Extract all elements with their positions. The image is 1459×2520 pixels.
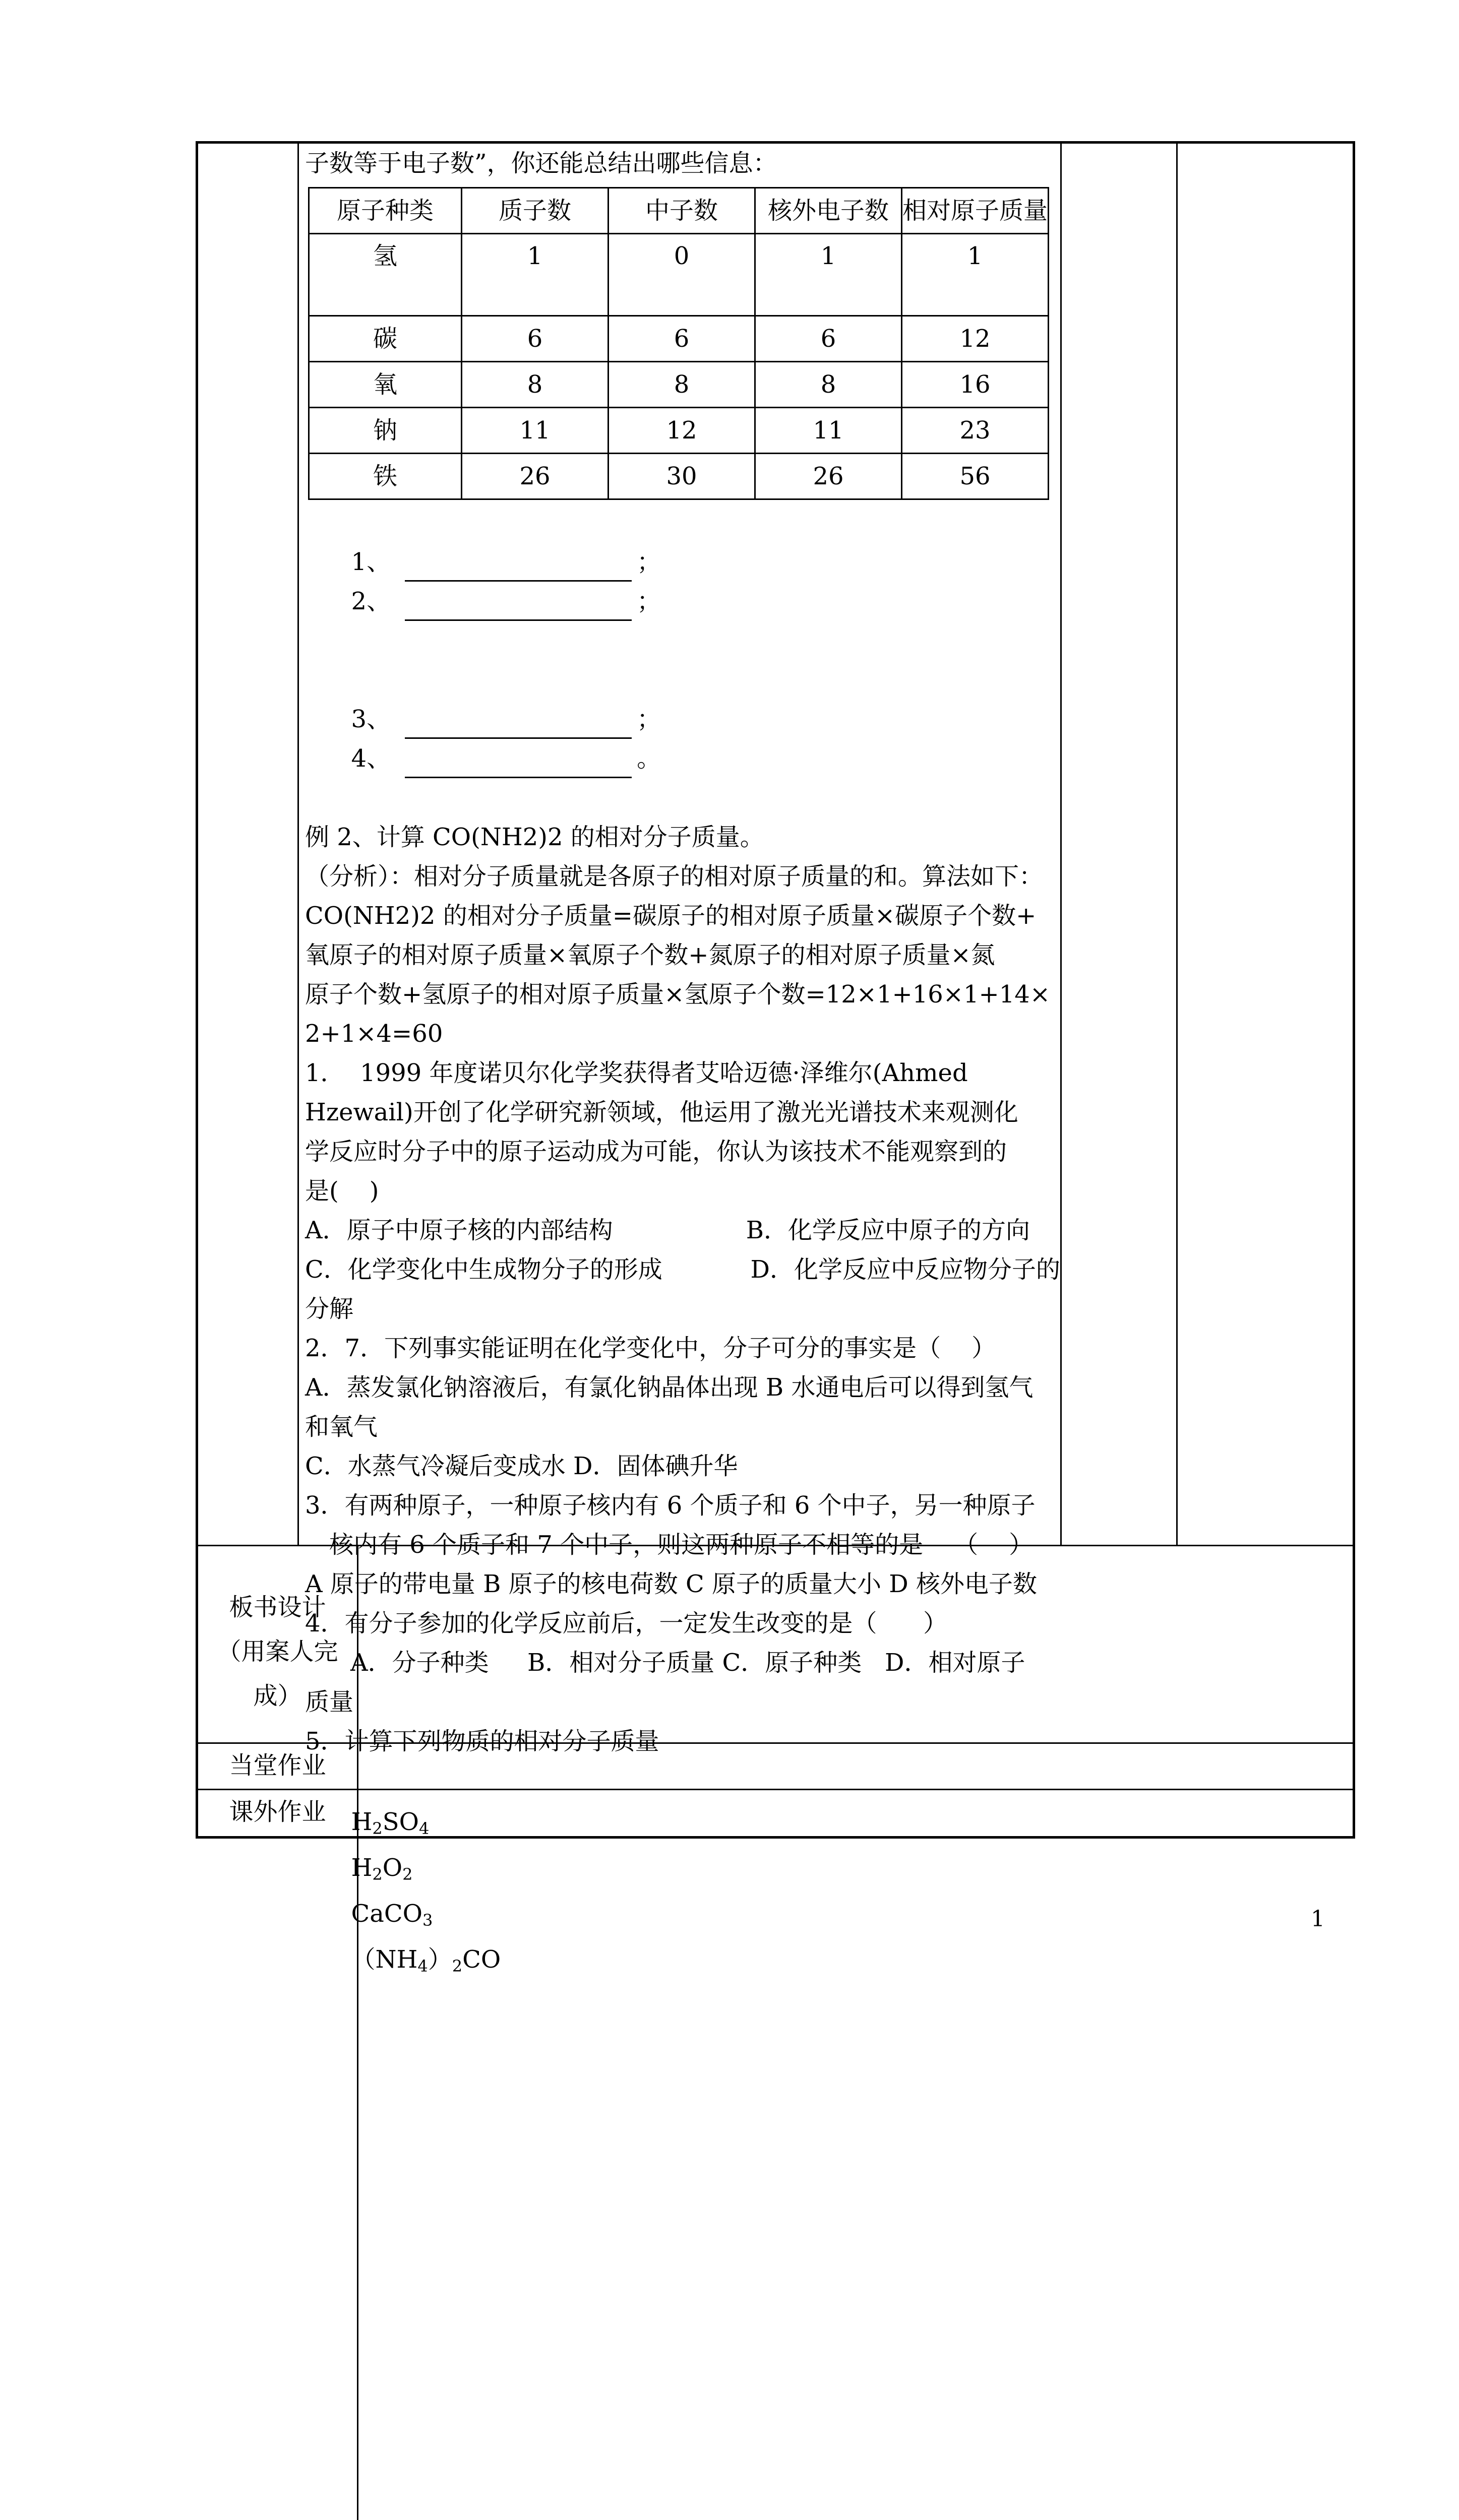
q4-stem: 4．有分子参加的化学反应前后，一定发生改变的是（ ）: [305, 1609, 948, 1637]
table-row: [309, 408, 1049, 454]
q2-line-a: A．蒸发氯化钠溶液后，有氯化钠晶体出现 B 水通电后可以得到氢气: [305, 1373, 1034, 1402]
table-row: [309, 234, 1049, 316]
class-homework-label: 当堂作业: [229, 1751, 326, 1780]
table-cell: 11: [755, 408, 902, 454]
q1-option-a: A．原子中原子核的内部结构: [305, 1216, 613, 1244]
fill-blank[interactable]: [405, 750, 632, 778]
q1-option-d: D．化学反应中反应物分子的: [750, 1255, 1060, 1284]
table-header: 质子数: [462, 188, 609, 234]
q1-option-c: C．化学变化中生成物分子的形成: [305, 1255, 662, 1284]
punct: 。: [637, 744, 661, 773]
table-header: 相对原子质量: [902, 188, 1049, 234]
table-cell: 6: [462, 316, 609, 362]
blank-label: 3、: [351, 705, 391, 733]
formula-caco3: CaCO$_3$: [351, 1900, 433, 1930]
example2-title: 例 2、计算 CO(NH2)2 的相对分子质量。: [305, 823, 764, 851]
q3-stem-1: 3．有两种原子，一种原子核内有 6 个质子和 6 个中子，另一种原子: [305, 1491, 1036, 1520]
q1-line: 学反应时分子中的原子运动成为可能，你认为该技术不能观察到的: [305, 1138, 1007, 1166]
extra-homework-label: 课外作业: [229, 1798, 326, 1826]
fill-blank[interactable]: [405, 554, 632, 582]
q1-option-d-cont: 分解: [305, 1295, 354, 1323]
table-cell: 钠: [309, 408, 462, 454]
q2-line-c: C．水蒸气冷凝后变成水 D．固体碘升华: [305, 1452, 738, 1480]
table-header: 核外电子数: [755, 188, 902, 234]
board-design-label: 板书设计 （用案人完 成）: [217, 1593, 338, 1710]
fill-blank[interactable]: [405, 593, 632, 621]
table-cell: 铁: [309, 454, 462, 499]
q1-options-cd: [305, 1250, 1060, 1289]
table-cell: 8: [755, 362, 902, 408]
q4-options: A．分子种类 B．相对分子质量 C．原子种类 D．相对原子: [350, 1649, 1025, 1677]
fill-blank[interactable]: [405, 711, 632, 739]
punct: ；: [637, 587, 661, 615]
blank-line-2: [305, 660, 1060, 817]
q2-line-a-cont: 和氧气: [305, 1413, 378, 1441]
blank-label: 2、: [351, 587, 391, 615]
table-header: 原子种类: [309, 188, 462, 234]
table-header: 中子数: [609, 188, 755, 234]
table-cell: 16: [902, 362, 1049, 408]
table-cell: 1: [902, 234, 1049, 316]
table-cell: 12: [609, 408, 755, 454]
intro-line: 子数等于电子数”，你还能总结出哪些信息：: [305, 149, 777, 177]
col-divider-3: [1176, 144, 1178, 1545]
q1-option-b: B．化学反应中原子的方向: [746, 1216, 1030, 1244]
table-cell: 6: [609, 316, 755, 362]
analysis-line: 2+1×4=60: [305, 1020, 443, 1048]
table-cell: 1: [755, 234, 902, 316]
formula-nh4-2co: $(NH_4)_2CO$: [351, 1945, 501, 1976]
q3-stem-2: 核内有 6 个质子和 7 个中子，则这两种原子不相等的是 （ ）: [329, 1531, 1034, 1559]
table-cell: 8: [609, 362, 755, 408]
q1-options-ab: [305, 1211, 1060, 1250]
table-header-row: [309, 188, 1049, 234]
q4-options-cont: 质量: [305, 1688, 354, 1716]
table-cell: 0: [609, 234, 755, 316]
blank-line-1: [305, 503, 1060, 660]
q1-line: 是( ): [305, 1177, 379, 1205]
table-row: [309, 454, 1049, 499]
table-cell: 56: [902, 454, 1049, 499]
table-cell: 1: [462, 234, 609, 316]
main-content: [299, 144, 1060, 2025]
q5-stem: 5．计算下列物质的相对分子质量: [305, 1727, 659, 1755]
table-cell: 氢: [309, 234, 462, 316]
col-divider-2: [1060, 144, 1062, 1545]
q3-options: A 原子的带电量 B 原子的核电荷数 C 原子的质量大小 D 核外电子数: [305, 1570, 1037, 1598]
table-cell: 23: [902, 408, 1049, 454]
analysis-line: CO(NH2)2 的相对分子质量=碳原子的相对原子质量×碳原子个数+: [305, 902, 1037, 930]
table-row: [309, 362, 1049, 408]
atom-table: [308, 187, 1049, 500]
q1-line: Hzewail)开创了化学研究新领域，他运用了激光光谱技术来观测化: [305, 1098, 1018, 1126]
table-cell: 氧: [309, 362, 462, 408]
q5-formulas: [305, 1763, 1060, 2025]
table-cell: 26: [462, 454, 609, 499]
table-cell: 26: [755, 454, 902, 499]
table-cell: 12: [902, 316, 1049, 362]
table-cell: 8: [462, 362, 609, 408]
q1-line: 1． 1999 年度诺贝尔化学奖获得者艾哈迈德·泽维尔(Ahmed: [305, 1059, 968, 1087]
formula-h2so4: $H_2SO_4$: [351, 1808, 430, 1838]
punct: ；: [637, 548, 661, 576]
page-number: 1: [1311, 1906, 1325, 1932]
table-cell: 碳: [309, 316, 462, 362]
blank-label: 4、: [351, 744, 391, 773]
q2-stem: 2．7．下列事实能证明在化学变化中，分子可分的事实是（ ）: [305, 1334, 996, 1362]
table-cell: 6: [755, 316, 902, 362]
punct: ；: [637, 705, 661, 733]
table-cell: 30: [609, 454, 755, 499]
lesson-plan-table: [196, 141, 1355, 1976]
table-cell: 11: [462, 408, 609, 454]
formula-h2o2: $H_2O_2$: [351, 1854, 413, 1884]
analysis-line: 原子个数+氢原子的相对原子质量×氢原子个数=12×1+16×1+14×: [305, 980, 1051, 1009]
analysis-line: （分析）：相对分子质量就是各原子的相对原子质量的和。算法如下：: [305, 862, 1044, 891]
blank-label: 1、: [351, 548, 391, 576]
analysis-line: 氧原子的相对原子质量×氧原子个数+氮原子的相对原子质量×氮: [305, 941, 995, 969]
table-row: [309, 316, 1049, 362]
